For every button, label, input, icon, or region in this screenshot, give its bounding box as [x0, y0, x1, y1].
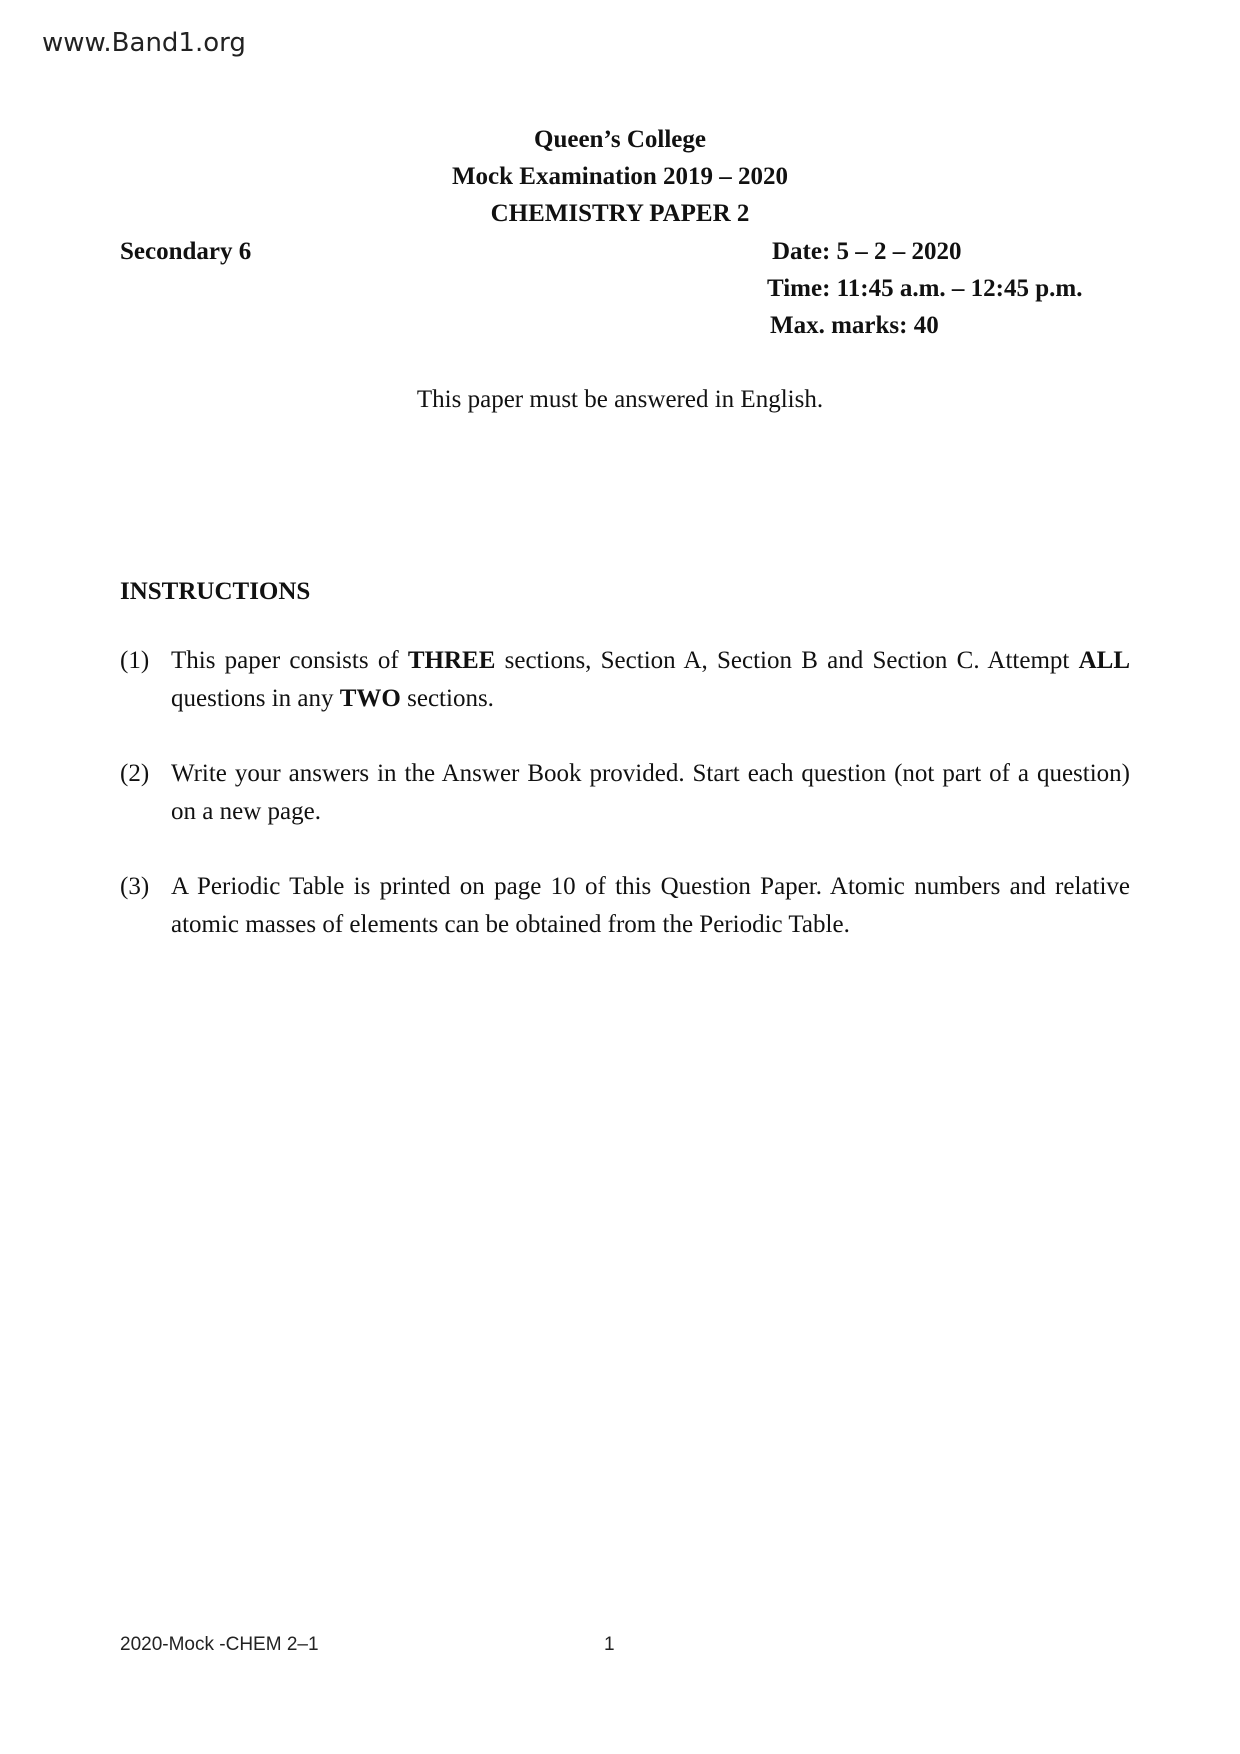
paper-title: CHEMISTRY PAPER 2 — [490, 200, 750, 227]
exam-date: Date: 5 – 2 – 2020 — [772, 238, 962, 265]
instruction-item — [120, 755, 1130, 831]
instruction-text: A Periodic Table is printed on page 10 of this Question Paper. Atomic numbers and relative atomic masses of elements can be obtained from the Periodic Table. — [171, 873, 1130, 938]
exam-time: Time: 11:45 a.m. – 12:45 p.m. — [767, 275, 1083, 302]
school-name: Queen’s College — [534, 126, 706, 153]
instruction-item — [120, 868, 1130, 944]
instruction-number: (3) — [120, 873, 150, 900]
page-number: 1 — [604, 1634, 615, 1655]
exam-title: Mock Examination 2019 – 2020 — [451, 163, 789, 190]
instruction-number: (1) — [120, 647, 150, 674]
instruction-text: This paper consists of THREE sections, Section A, Section B and Section C. Attempt ALL questions in any TWO sections. — [171, 647, 1130, 712]
instruction-number: (2) — [120, 760, 150, 787]
language-note: This paper must be answered in English. — [416, 386, 824, 413]
instruction-item — [120, 642, 1130, 718]
max-marks: Max. marks: 40 — [770, 312, 939, 339]
instructions-heading: INSTRUCTIONS — [120, 578, 311, 605]
watermark-text: www.Band1.org — [42, 28, 246, 58]
form-level: Secondary 6 — [120, 238, 252, 265]
instruction-text: Write your answers in the Answer Book provided. Start each question (not part of a question) on a new page. — [171, 760, 1130, 825]
paper-code: 2020-Mock -CHEM 2–1 — [120, 1634, 319, 1655]
